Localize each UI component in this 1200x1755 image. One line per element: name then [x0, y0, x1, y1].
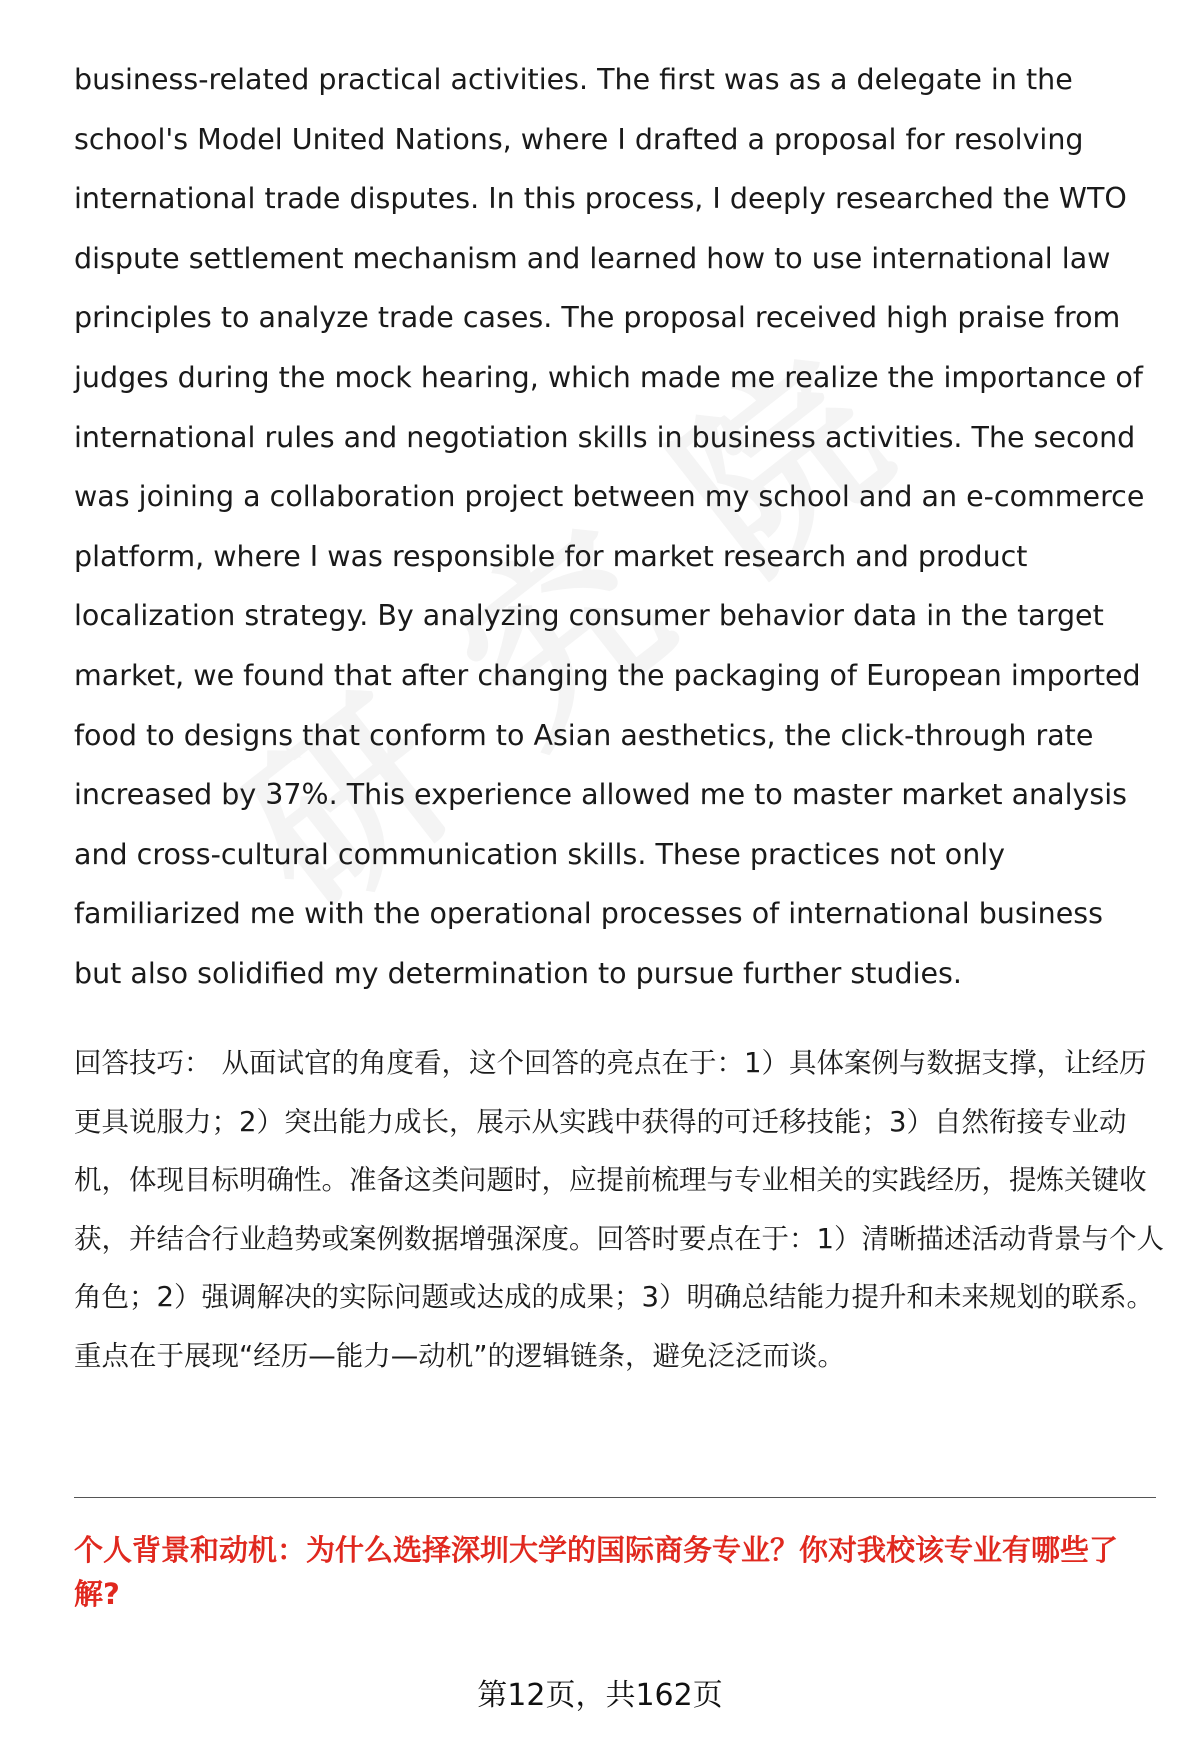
section-divider: [74, 1497, 1156, 1498]
next-question-heading: 个人背景和动机：为什么选择深圳大学的国际商务专业？你对我校该专业有哪些了解?: [74, 1533, 1119, 1611]
page-number-footer: 第12页，共162页: [477, 1678, 723, 1713]
tips-text: 从面试官的角度看，这个回答的亮点在于：1）具体案例与数据支撑，让经历更具说服力；2）突出能力成长，展示从实践中获得的可迁移技能；3）自然衔接专业动机，体现目标明确性。准备这类问题时，应提前梳理与专业相关的实践经历，提炼关键收获，并结合行业趋势或案例数据增强深度。回答时要点在于：1）清晰描述活动背景与个人角色；2）强调解决的实际问题或达成的成果；3）明确总结能力提升和未来规划的联系。重点在于展现“经历—能力—动机”的逻辑链条，避免泛泛而谈。: [74, 1047, 1164, 1372]
answer-paragraph: business-related practical activities. The first was as a delegate in the school's Model United Nations, where I drafted a proposal for resolving international trade disputes. In this process, I deeply researched the WTO dispute settlement mechanism and learned how to use international law principles to analyze trade cases. The proposal received high praise from judges during the mock hearing, which made me realize the importance of international rules and negotiation skills in business activities. The second was joining a collaboration project between my school and an e-commerce platform, where I was responsible for market research and product localization strategy. By analyzing consumer behavior data in the target market, we found that after changing the packaging of European imported food to designs that conform to Asian aesthetics, the click-through rate increased by 37%. This experience allowed me to master market analysis and cross-cultural communication skills. These practices not only familiarized me with the operational processes of international business but also solidified my determination to pursue further studies.: [74, 63, 1145, 990]
tips-label: 回答技巧：: [74, 1047, 212, 1079]
answer-tips: [74, 1034, 1164, 1385]
